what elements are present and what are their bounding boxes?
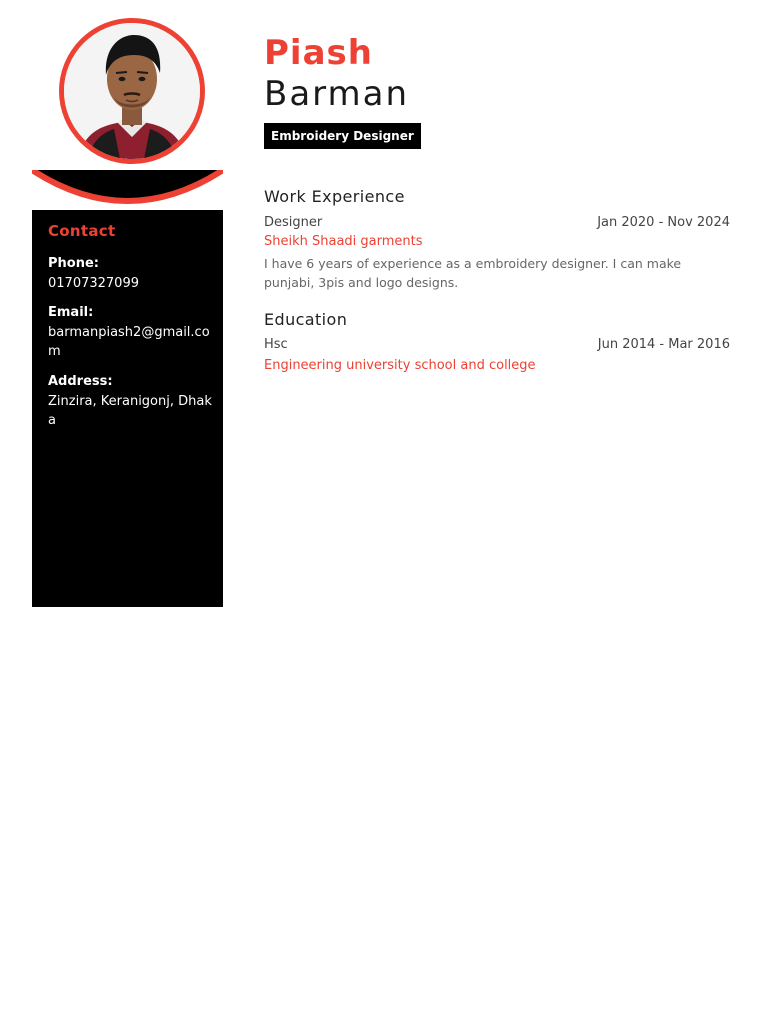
phone-value: 01707327099 [48, 276, 139, 291]
first-name: Piash [264, 33, 373, 73]
work-position: Designer [264, 215, 323, 230]
email-label: Email: [48, 305, 94, 320]
work-description: I have 6 years of experience as a embroidery designer. I can make punjabi, 3pis and logo designs. [264, 256, 682, 290]
profile-photo [64, 23, 200, 159]
profile-photo-frame [59, 18, 205, 164]
address-label: Address: [48, 374, 113, 389]
address-value: Zinzira, Keranigonj, Dhaka [48, 394, 212, 428]
work-company: Sheikh Shaadi garments [264, 234, 423, 249]
email-value: barmanpiash2@gmail.com [48, 325, 210, 359]
last-name: Barman [264, 74, 410, 114]
sidebar [32, 170, 223, 607]
sidebar-arc-decoration [32, 170, 223, 210]
role-badge: Embroidery Designer [264, 123, 421, 149]
contact-heading: Contact [48, 222, 116, 240]
work-dates: Jan 2020 - Nov 2024 [597, 215, 730, 230]
phone-label: Phone: [48, 256, 99, 271]
education-degree: Hsc [264, 337, 288, 352]
work-experience-heading: Work Experience [264, 187, 405, 206]
education-heading: Education [264, 310, 348, 329]
education-dates: Jun 2014 - Mar 2016 [597, 337, 730, 352]
education-school: Engineering university school and college [264, 358, 536, 373]
